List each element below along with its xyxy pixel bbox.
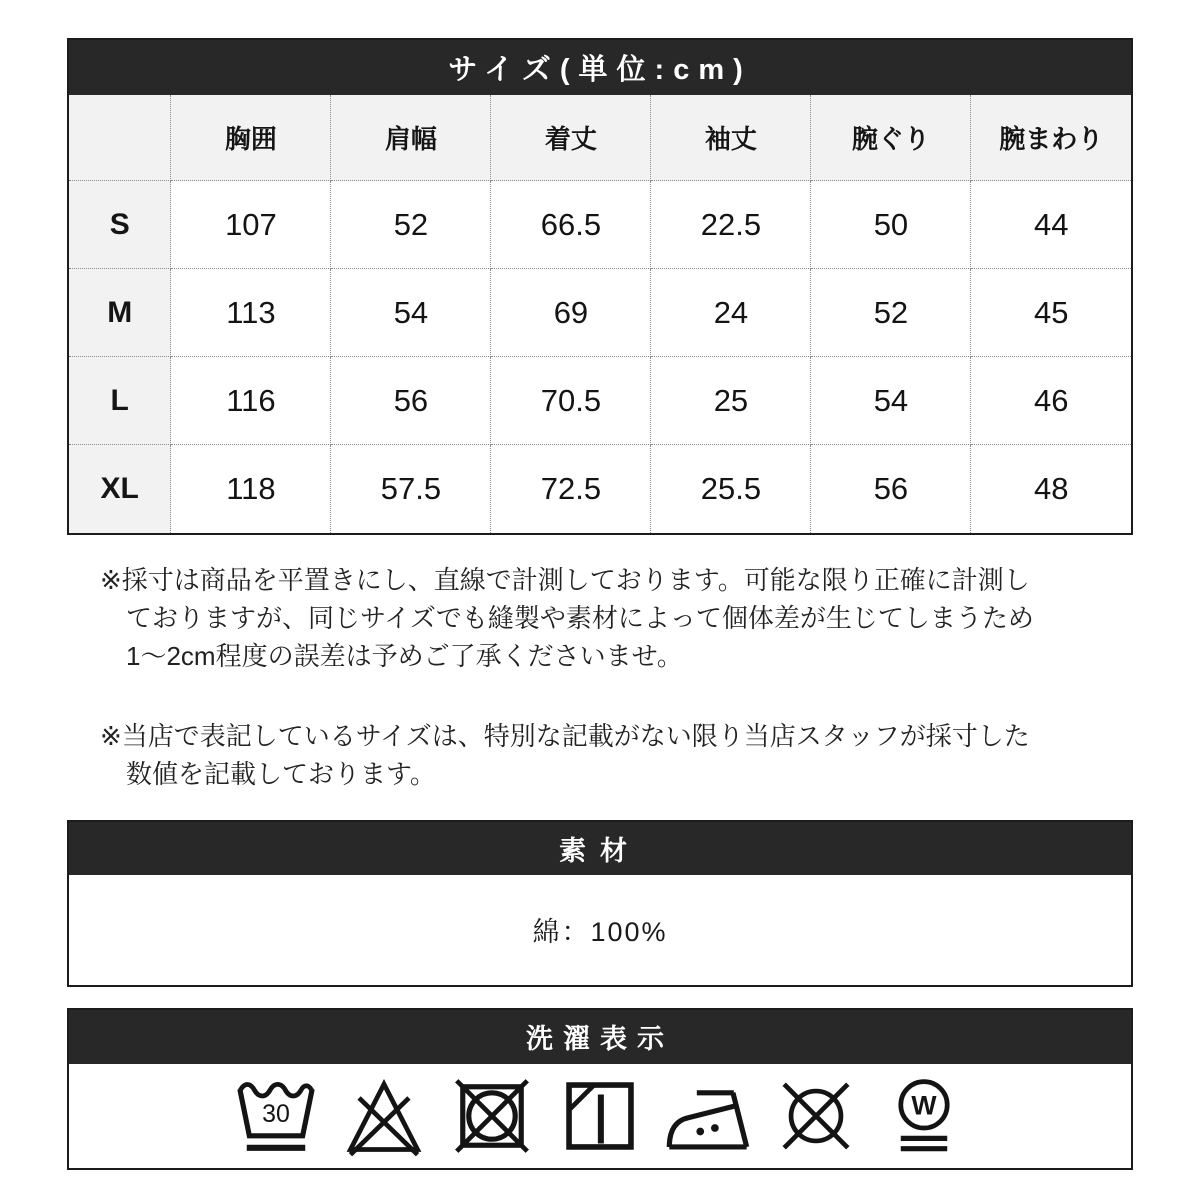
- column-header-shoulder: 肩幅: [331, 95, 491, 181]
- size-cell: 52: [811, 269, 971, 357]
- material-value: 綿：100%: [532, 917, 668, 947]
- size-cell: 45: [971, 269, 1131, 357]
- column-header-chest: 胸囲: [171, 95, 331, 181]
- note-staff-measured: ※当店で表記しているサイズは、特別な記載がない限り当店スタッフが採寸した数値を記載しております。: [100, 720, 1030, 789]
- laundry-symbols-row: [69, 1064, 1131, 1168]
- material-title: 素材: [69, 822, 1131, 875]
- size-cell: 46: [971, 357, 1131, 445]
- size-row-label: M: [69, 269, 171, 357]
- size-cell: 70.5: [491, 357, 651, 445]
- no-tumble-dry-icon: [449, 1073, 535, 1159]
- size-cell: 69: [491, 269, 651, 357]
- size-cell: 48: [971, 445, 1131, 533]
- size-row-label: S: [69, 181, 171, 269]
- iron-medium-icon: [665, 1073, 751, 1159]
- size-cell: 113: [171, 269, 331, 357]
- table-row-l: [69, 357, 1131, 445]
- size-cell: 22.5: [651, 181, 811, 269]
- size-cell: 56: [331, 357, 491, 445]
- size-cell: 44: [971, 181, 1131, 269]
- size-cell: 57.5: [331, 445, 491, 533]
- size-cell: 107: [171, 181, 331, 269]
- notes-section: [67, 561, 1133, 793]
- size-cell: 52: [331, 181, 491, 269]
- size-cell: 54: [331, 269, 491, 357]
- size-cell: 24: [651, 269, 811, 357]
- size-cell: 56: [811, 445, 971, 533]
- size-cell: 72.5: [491, 445, 651, 533]
- no-bleach-icon: [341, 1073, 427, 1159]
- column-header-armhole: 腕ぐり: [811, 95, 971, 181]
- size-cell: 118: [171, 445, 331, 533]
- table-row-xl: [69, 445, 1131, 533]
- size-table: [69, 95, 1131, 533]
- column-header-length: 着丈: [491, 95, 651, 181]
- svg-text:30: 30: [262, 1099, 290, 1128]
- size-cell: 116: [171, 357, 331, 445]
- size-cell: 25.5: [651, 445, 811, 533]
- laundry-section: [67, 1008, 1133, 1170]
- size-cell: 25: [651, 357, 811, 445]
- material-section: [67, 820, 1133, 987]
- size-table-header-row: [69, 95, 1131, 181]
- table-row-m: [69, 269, 1131, 357]
- size-row-label: XL: [69, 445, 171, 533]
- product-info-page: [67, 0, 1133, 1170]
- wash-30-mild-icon: [233, 1073, 319, 1159]
- laundry-title: 洗濯表示: [69, 1010, 1131, 1064]
- size-cell: 50: [811, 181, 971, 269]
- size-table-corner-cell: [69, 95, 171, 181]
- size-cell: 66.5: [491, 181, 651, 269]
- size-cell: 54: [811, 357, 971, 445]
- size-table-title: サイズ(単位:cm): [69, 40, 1131, 95]
- size-row-label: L: [69, 357, 171, 445]
- column-header-sleeve: 袖丈: [651, 95, 811, 181]
- table-row-s: [69, 181, 1131, 269]
- svg-text:W: W: [911, 1089, 937, 1120]
- wet-clean-icon: [881, 1073, 967, 1159]
- line-dry-shade-icon: [557, 1073, 643, 1159]
- size-table-section: [67, 38, 1133, 535]
- column-header-arm-width: 腕まわり: [971, 95, 1131, 181]
- no-dry-clean-icon: [773, 1073, 859, 1159]
- note-measurement-disclaimer: ※採寸は商品を平置きにし、直線で計測しております。可能な限り正確に計測しておりますが、同じサイズでも縫製や素材によって個体差が生じてしまうため1〜2cm程度の誤差は予めご了承くださいませ。: [100, 564, 1034, 671]
